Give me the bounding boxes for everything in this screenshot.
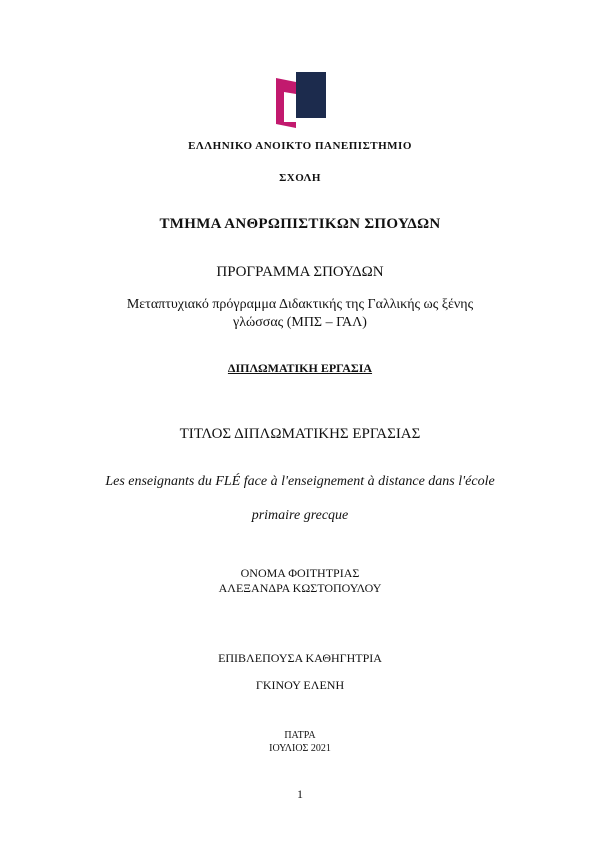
thesis-title-line-2: primaire grecque [251, 508, 349, 523]
program-line-2: γλώσσας (ΜΠΣ – ΓΑΛ) [233, 315, 367, 330]
university-name: ΕΛΛΗΝΙΚΟ ΑΝΟΙΚΤΟ ΠΑΝΕΠΙΣΤΗΜΙΟ [188, 140, 412, 152]
supervisor-name: ΓΚΙΝΟΥ ΕΛΕΝΗ [255, 678, 345, 692]
school-label: ΣΧΟΛΗ [279, 172, 321, 184]
thesis-title-line-1: Les enseignants du FLÉ face à l'enseignement à distance dans l'école [105, 474, 495, 489]
title-heading: ΤΙΤΛΟΣ ΔΙΠΛΩΜΑΤΙΚΗΣ ΕΡΓΑΣΙΑΣ [179, 426, 421, 442]
department-name: ΤΜΗΜΑ ΑΝΘΡΩΠΙΣΤΙΚΩΝ ΣΠΟΥΔΩΝ [159, 216, 441, 232]
program-line-1: Μεταπτυχιακό πρόγραμμα Διδακτικής της Γαλλικής ως ξένης [126, 297, 474, 312]
student-label: ΟΝΟΜΑ ΦΟΙΤΗΤΡΙΑΣ [240, 566, 360, 580]
university-logo-icon [276, 72, 326, 128]
date: ΙΟΥΛΙΟΣ 2021 [269, 743, 331, 754]
program-heading: ΠΡΟΓΡΑΜΜΑ ΣΠΟΥΔΩΝ [216, 264, 384, 280]
city: ΠΑΤΡΑ [284, 730, 316, 741]
student-name: ΑΛΕΞΑΝΔΡΑ ΚΩΣΤΟΠΟΥΛΟΥ [218, 581, 382, 595]
supervisor-label: ΕΠΙΒΛΕΠΟΥΣΑ ΚΑΘΗΓΗΤΡΙΑ [218, 651, 382, 665]
thesis-type: ΔΙΠΛΩΜΑΤΙΚΗ ΕΡΓΑΣΙΑ [227, 361, 373, 375]
page-number: 1 [297, 787, 303, 801]
